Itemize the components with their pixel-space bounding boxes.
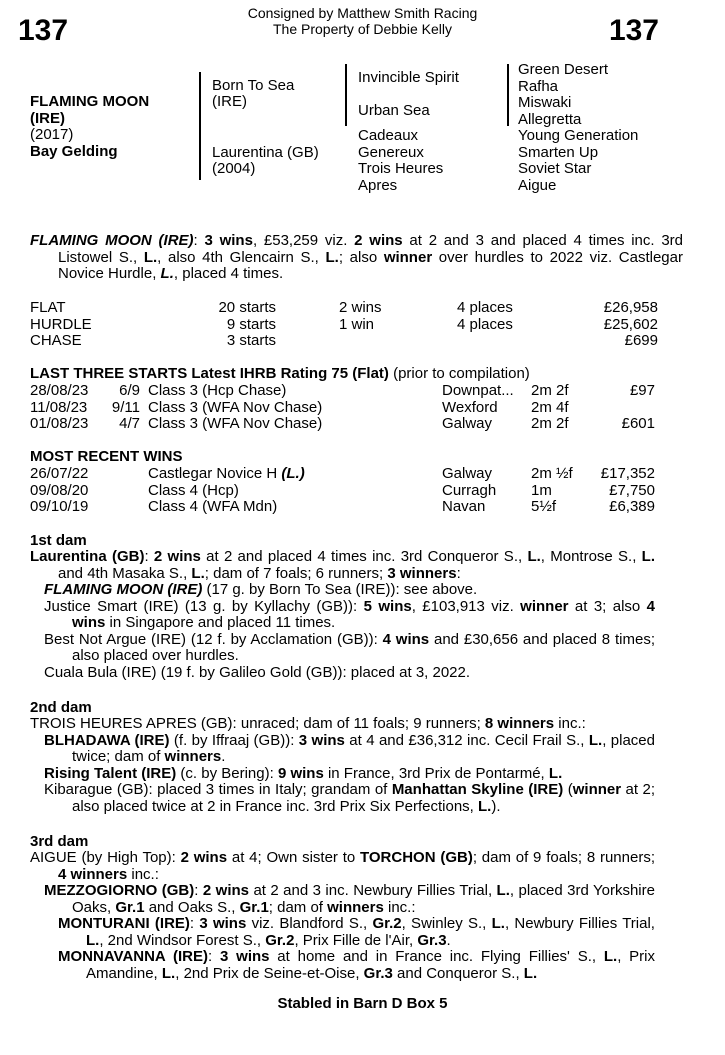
horse-name: FLAMING MOON [30, 93, 150, 110]
text-span: BLHADAWA (IRE) [44, 731, 170, 749]
stable-location: Stabled in Barn D Box 5 [277, 995, 448, 1012]
start-position: 9/11 [111, 398, 140, 416]
offspring-monturani [30, 916, 655, 949]
text-span: 3 wins [298, 731, 345, 749]
last-three-heading [30, 365, 530, 382]
dam-sire-line1: Cadeaux [358, 127, 419, 144]
text-span: L. [491, 915, 505, 932]
text-span: Cuala Bula (IRE) (19 f. by Galileo Gold (GB)): placed at 3, 2022. [44, 663, 471, 681]
text-span: winner [520, 597, 569, 615]
win-row [30, 483, 655, 500]
ancestor-3: Miswaki [518, 94, 572, 111]
career-wins: 1 win [339, 315, 375, 333]
ancestor-8: Aigue [518, 176, 557, 194]
text-span: AIGUE (by High Top): [30, 849, 181, 866]
text-span: Manhattan Skyline (IRE) [391, 781, 564, 798]
text-span: ; dam of 9 foals; 8 runners; [472, 849, 655, 866]
text-span: in France, 3rd Prix de Pontarmé, [323, 764, 549, 782]
win-distance: 5½f [531, 498, 557, 515]
third-dam-record [30, 850, 655, 883]
race-summary [30, 233, 683, 283]
last-start-row [30, 416, 655, 433]
pedigree-divider-2 [345, 64, 347, 126]
text-span: 3 wins [220, 948, 270, 965]
text-span: Gr.2 [265, 931, 295, 949]
text-span: MEZZOGIORNO (GB) [44, 882, 195, 899]
summary-bold: L. [160, 265, 174, 282]
horse-name-block [30, 94, 149, 160]
win-prize: £6,389 [609, 498, 655, 515]
text-span: winner [572, 781, 622, 798]
text-span: , Swinley S., [401, 915, 492, 932]
text-span: L. [86, 931, 100, 949]
text-span: (17 g. by Born To Sea (IRE)): see above. [202, 581, 478, 598]
text-span: 3 wins [199, 915, 247, 932]
start-course: Wexford [442, 398, 498, 416]
text-span: at 3; also [568, 597, 647, 615]
win-row [30, 499, 655, 516]
summary-text: , placed 4 times. [173, 265, 284, 282]
consignor-line: Consigned by Matthew Smith Racing [247, 5, 478, 21]
sire-country: (IRE) [212, 93, 247, 110]
career-places: 4 places [457, 299, 513, 316]
text-span: Gr.3 [417, 931, 447, 949]
text-span: . [221, 748, 226, 765]
start-date: 28/08/23 [30, 382, 89, 399]
recent-wins-table [30, 466, 655, 516]
career-type: CHASE [30, 332, 82, 349]
text-span: : [144, 548, 154, 565]
text-span: Gr.3 [363, 964, 393, 982]
text-span: (f. by Iffraaj (GB)): [169, 731, 299, 749]
career-wins: 2 wins [339, 299, 382, 316]
text-span: : [208, 948, 220, 965]
ancestor-4: Allegretta [518, 110, 582, 128]
ancestor-7: Soviet Star [518, 160, 592, 177]
start-race: Class 3 (WFA Nov Chase) [148, 398, 323, 416]
career-starts: 20 starts [218, 299, 276, 316]
win-race: Class 4 (Hcp) [148, 481, 239, 499]
text-span: . [446, 931, 451, 949]
offspring-kibarague [30, 782, 655, 815]
career-row [30, 333, 658, 350]
ancestor-6: Smarten Up [518, 143, 599, 161]
text-span: in Singapore and placed 11 times. [105, 614, 336, 631]
text-span: inc.: [383, 898, 416, 916]
text-span: , 2nd Windsor Forest S., [99, 931, 266, 949]
horse-sex: Bay Gelding [30, 142, 118, 160]
summary-text: over hurdles to 2022 viz. Castlegar Novice Hurdle, [58, 248, 683, 282]
third-dam-section [30, 850, 655, 982]
summary-text: , £53,259 viz. [252, 232, 355, 249]
last-start-row [30, 400, 655, 417]
career-type: HURDLE [30, 315, 92, 333]
text-span: MONNAVANNA (IRE) [58, 948, 209, 965]
last-three-title: LAST THREE STARTS Latest IHRB Rating 75 (Flat) [30, 365, 389, 382]
text-span: MONTURANI (IRE) [58, 915, 190, 932]
third-dam-heading: 3rd dam [30, 833, 89, 850]
start-prize: £601 [621, 415, 655, 432]
text-span: L. [191, 564, 205, 582]
lot-number-right: 137 [608, 14, 659, 47]
text-span: Gr.1 [115, 898, 145, 916]
summary-text: : [193, 232, 205, 249]
offspring-flaming-moon [30, 582, 655, 599]
career-row [30, 317, 658, 334]
text-span: , Prix Amandine, [86, 948, 656, 982]
text-span: at 4; Own sister to [227, 849, 360, 866]
summary-text: at 2 and 3 and placed 4 times inc. 3rd Listowel S., [58, 232, 684, 266]
text-span: L. [527, 548, 541, 565]
second-dam-heading: 2nd dam [30, 699, 92, 716]
text-span: Kibarague (GB): placed 3 times in Italy; grandam of [44, 781, 392, 798]
pedigree-generation-3 [518, 62, 638, 194]
dam-sire [358, 128, 443, 194]
horse-year: (2017) [30, 126, 74, 143]
text-span: at 2 and 3 inc. Newbury Fillies Trial, [249, 882, 497, 899]
pedigree-divider-3 [507, 64, 509, 126]
career-table [30, 300, 658, 350]
text-span: Justice Smart (IRE) (13 g. by Kyllachy (GB)): [44, 597, 364, 615]
win-date: 26/07/22 [30, 465, 89, 482]
dam-sire-line2: Genereux [358, 143, 424, 161]
last-three-table [30, 383, 655, 433]
text-span: ; dam of 7 foals; 6 runners; [204, 564, 388, 582]
text-span: Gr.2 [372, 915, 402, 932]
text-span: TROIS HEURES APRES (GB): unraced; dam of 11 foals; 9 runners; [30, 715, 485, 732]
career-earnings: £26,958 [603, 299, 658, 316]
text-span: 4 winners [58, 865, 128, 883]
text-span: ; dam of [268, 898, 328, 916]
text-span: at 4 and £36,312 inc. Cecil Frail S., [344, 731, 589, 749]
text-span: at 2 and placed 4 times inc. 3rd Conqueror S., [200, 548, 528, 565]
text-span: 2 wins [202, 882, 249, 899]
win-distance: 2m ½f [531, 465, 573, 482]
text-span: and Oaks S., [144, 898, 240, 916]
text-span: Gr.1 [239, 898, 269, 916]
career-places: 4 places [457, 315, 513, 333]
text-span: ( [563, 781, 573, 798]
dam-dam-line2: Apres [358, 176, 398, 194]
win-race: Class 4 (WFA Mdn) [148, 498, 278, 515]
win-course: Navan [442, 498, 486, 515]
start-course: Galway [442, 415, 493, 432]
text-span: L. [496, 882, 510, 899]
dam-year: (2004) [212, 160, 256, 177]
text-span: ). [491, 797, 501, 815]
text-span: 2 wins [180, 849, 228, 866]
career-earnings: £699 [624, 332, 658, 349]
text-span: , Newbury Fillies Trial, [504, 915, 655, 932]
text-span: 4 wins [72, 597, 655, 631]
start-distance: 2m 2f [531, 415, 569, 432]
text-span: L. [588, 731, 603, 749]
start-date: 01/08/23 [30, 415, 89, 432]
offspring-rising-talent [30, 766, 655, 783]
text-span: FLAMING MOON (IRE) [44, 581, 203, 598]
text-span: L. [478, 797, 492, 815]
text-span: (c. by Bering): [176, 764, 278, 782]
offspring-justice-smart [30, 599, 655, 632]
text-span: inc.: [554, 715, 586, 732]
win-distance: 1m [531, 481, 552, 499]
start-distance: 2m 2f [531, 382, 569, 399]
offspring-best-not-argue [30, 632, 655, 665]
text-span: 8 winners [484, 715, 555, 732]
text-span: Laurentina (GB) [30, 548, 145, 565]
text-span: winners [327, 898, 384, 916]
text-span: , 2nd Prix de Seine-et-Oise, [175, 964, 364, 982]
offspring-monnavanna [30, 949, 655, 982]
start-distance: 2m 4f [531, 398, 569, 416]
win-prize: £17,352 [600, 465, 655, 482]
text-span: winners [164, 748, 222, 765]
summary-bold: 3 wins [204, 232, 253, 249]
summary-bold: winner [383, 248, 433, 266]
offspring-blhadawa [30, 733, 655, 766]
ancestor-1: Green Desert [518, 61, 609, 78]
win-course: Galway [442, 465, 493, 482]
start-course: Downpat... [442, 382, 514, 399]
win-race: Castlegar Novice H [148, 465, 278, 482]
text-span: , Montrose S., [540, 548, 642, 565]
win-date: 09/10/19 [30, 498, 89, 515]
text-span: L. [548, 764, 563, 782]
text-span: and £30,656 and placed 8 times; also placed over hurdles. [72, 630, 655, 664]
text-span: 2 wins [153, 548, 201, 565]
text-span: and Conqueror S., [392, 964, 524, 982]
first-dam-heading: 1st dam [30, 532, 87, 549]
win-prize: £7,750 [609, 481, 655, 499]
sire-dam: Urban Sea [358, 102, 430, 119]
text-span: L. [641, 548, 655, 565]
win-date: 09/08/20 [30, 481, 89, 499]
property-line: The Property of Debbie Kelly [273, 21, 452, 37]
text-span: inc.: [127, 865, 159, 883]
summary-bold: L. [325, 248, 339, 266]
text-span: at home and in France inc. Flying Fillies' S., [269, 948, 604, 965]
ancestor-5: Young Generation [518, 127, 639, 144]
win-row [30, 466, 655, 483]
text-span: 4 wins [382, 630, 430, 648]
lot-number-left: 137 [18, 14, 69, 47]
recent-wins-heading: MOST RECENT WINS [30, 448, 183, 465]
text-span: Best Not Argue (IRE) (12 f. by Acclamation (GB)): [44, 630, 383, 648]
text-span: 5 wins [363, 597, 412, 615]
sire-sire: Invincible Spirit [358, 69, 459, 86]
pedigree-divider-1 [199, 72, 201, 180]
second-dam-record [30, 716, 655, 733]
text-span: , placed 3rd Yorkshire Oaks, [72, 882, 655, 916]
second-dam-section [30, 716, 655, 815]
summary-horse-name: FLAMING MOON (IRE) [30, 232, 194, 249]
text-span: : [189, 915, 200, 932]
career-starts: 9 starts [226, 315, 276, 333]
win-race-grade: (L.) [277, 465, 305, 482]
text-span: 9 wins [277, 764, 324, 782]
text-span: 3 winners [387, 564, 457, 582]
start-position: 4/7 [119, 415, 140, 432]
text-span: , Prix Fille de l'Air, [294, 931, 418, 949]
last-start-row [30, 383, 655, 400]
summary-bold: L. [143, 248, 158, 266]
start-position: 6/9 [119, 382, 140, 399]
dam-name: Laurentina (GB) [212, 144, 319, 161]
career-earnings: £25,602 [603, 315, 658, 333]
first-dam-record [30, 549, 655, 582]
start-prize: £97 [629, 382, 655, 399]
text-span: : [456, 564, 461, 582]
text-span: L. [523, 964, 538, 982]
text-span: , £103,913 viz. [411, 597, 521, 615]
ancestor-2: Rafha [518, 77, 559, 95]
offspring-cuala-bula [30, 665, 655, 682]
career-type: FLAT [30, 299, 66, 316]
summary-text: , also 4th Glencairn S., [157, 248, 326, 266]
text-span: L. [161, 964, 176, 982]
text-span: viz. Blandford S., [246, 915, 373, 932]
win-course: Curragh [442, 481, 497, 499]
career-starts: 3 starts [226, 332, 276, 349]
text-span: Rising Talent (IRE) [44, 764, 177, 782]
start-race: Class 3 (WFA Nov Chase) [148, 415, 323, 432]
text-span: and 4th Masaka S., [58, 564, 192, 582]
text-span: at 2; also placed twice at 2 in France inc. 3rd Prix Six Perfections, [72, 781, 656, 815]
offspring-mezzogiorno [30, 883, 655, 916]
summary-bold: 2 wins [354, 232, 403, 249]
start-race: Class 3 (Hcp Chase) [148, 382, 287, 399]
last-three-note: (prior to compilation) [388, 365, 530, 382]
first-dam-section [30, 549, 655, 681]
text-span: L. [603, 948, 618, 965]
start-date: 11/08/23 [30, 398, 88, 416]
dam-dam-line1: Trois Heures [358, 160, 444, 177]
career-row [30, 300, 658, 317]
horse-country: (IRE) [30, 109, 65, 127]
summary-text: ; also [338, 248, 384, 266]
sire-name: Born To Sea [212, 77, 295, 94]
text-span: , placed twice; dam of [72, 731, 655, 765]
text-span: : [194, 882, 203, 899]
text-span: TORCHON (GB) [360, 849, 473, 866]
